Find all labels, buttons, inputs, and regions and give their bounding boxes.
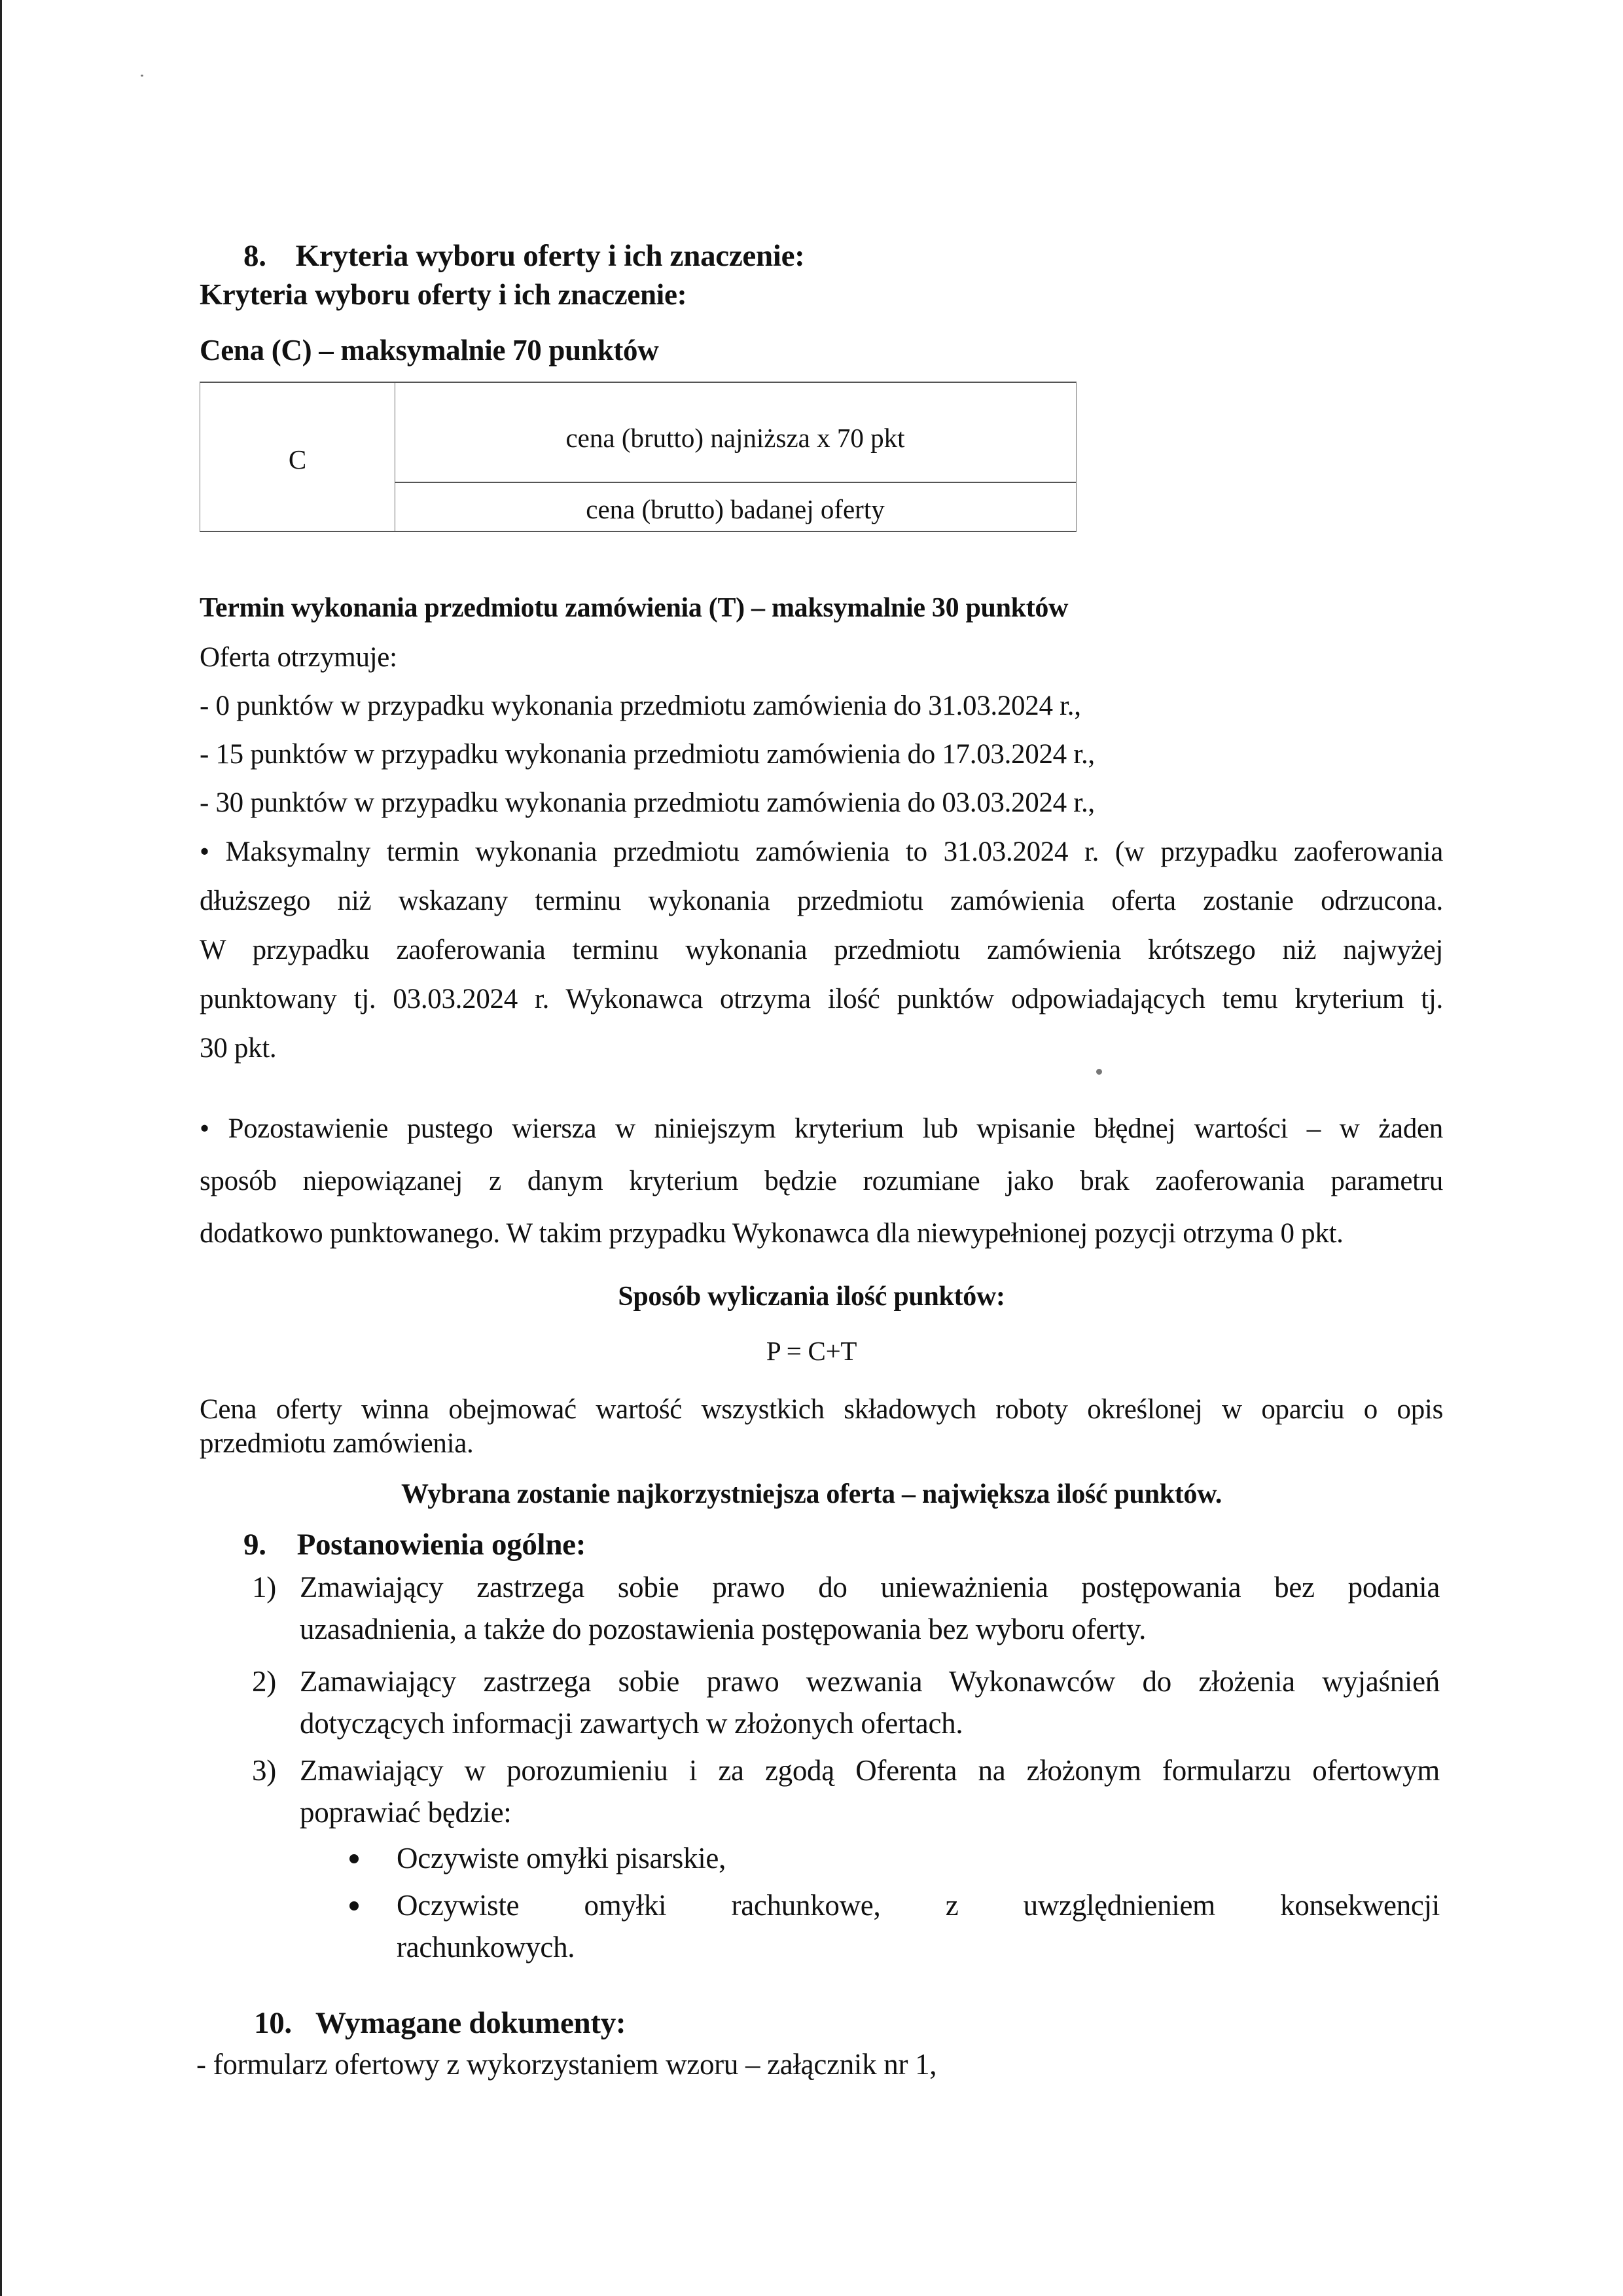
calc-heading: Sposób wyliczania ilość punktów: bbox=[618, 1282, 1005, 1312]
section-8-subheading: Kryteria wyboru oferty i ich znaczenie: bbox=[200, 278, 687, 311]
bullet-icon bbox=[349, 1854, 359, 1863]
max-term-line-5: 30 pkt. bbox=[200, 1033, 277, 1064]
formula-symbol: C bbox=[288, 444, 307, 475]
points-item-30: - 30 punktów w przypadku wykonania przedmiotu zamówienia do 03.03.2024 r., bbox=[200, 787, 1095, 818]
required-doc-item-1: - formularz ofertowy z wykorzystaniem wzoru – załącznik nr 1, bbox=[196, 2048, 937, 2081]
formula-fraction-cell bbox=[395, 383, 1076, 531]
price-note-line-2: przedmiotu zamówienia. bbox=[200, 1428, 474, 1459]
item-2-line-1: Zamawiający zastrzega sobie prawo wezwania Wykonawców do złożenia wyjaśnień bbox=[300, 1665, 1440, 1698]
price-note-line-1: Cena oferty winna obejmować wartość wszystkich składowych roboty określonej w oparciu o opis bbox=[200, 1394, 1443, 1425]
section-9-heading bbox=[243, 1530, 586, 1560]
item-1-line-1: Zmawiający zastrzega sobie prawo do unieważnienia postępowania bez podania bbox=[300, 1571, 1440, 1604]
sub-bullet-1 bbox=[225, 1844, 726, 1873]
scan-speck bbox=[141, 75, 143, 77]
calc-formula: P = C+T bbox=[766, 1336, 857, 1366]
formula-numerator-cell bbox=[395, 383, 1076, 483]
sub-bullet-2-line-2: rachunkowych. bbox=[397, 1931, 575, 1964]
section-10-title: Wymagane dokumenty: bbox=[315, 2006, 626, 2040]
section-10-number: 10. bbox=[254, 2006, 292, 2040]
section-9-title: Postanowienia ogólne: bbox=[296, 1528, 586, 1562]
bullet-icon bbox=[349, 1901, 359, 1910]
item-2-line-2: dotyczących informacji zawartych w złożonych ofertach. bbox=[300, 1707, 963, 1740]
item-1-number: 1) bbox=[252, 1571, 276, 1604]
max-term-line-4: punktowany tj. 03.03.2024 r. Wykonawca otrzyma ilość punktów odpowiadających temu kryterium tj. bbox=[200, 984, 1443, 1014]
points-item-15: - 15 punktów w przypadku wykonania przedmiotu zamówienia do 17.03.2024 r., bbox=[200, 739, 1095, 770]
item-3-number: 3) bbox=[252, 1754, 276, 1787]
sub-bullet-2 bbox=[349, 1891, 397, 1920]
empty-row-line-1: • Pozostawienie pustego wiersza w niniejszym kryterium lub wpisanie błędnej wartości – w żaden bbox=[200, 1113, 1443, 1144]
empty-row-line-3: dodatkowo punktowanego. W takim przypadku Wykonawca dla niewypełnionej pozycji otrzyma 0 pkt. bbox=[200, 1218, 1344, 1249]
section-8-heading bbox=[243, 241, 804, 272]
empty-row-line-2: sposób niepowiązanej z danym kryterium będzie rozumiane jako brak zaoferowania parametru bbox=[200, 1166, 1443, 1196]
selection-note: Wybrana zostanie najkorzystniejsza oferta – największa ilość punktów. bbox=[401, 1479, 1222, 1509]
item-3-line-2: poprawiać będzie: bbox=[300, 1796, 512, 1829]
formula-denominator: cena (brutto) badanej oferty bbox=[586, 494, 885, 524]
formula-symbol-cell bbox=[200, 383, 395, 531]
item-2-number: 2) bbox=[252, 1665, 276, 1698]
max-term-line-2: dłuższego niż wskazany terminu wykonania przedmiotu zamówienia oferta zostanie odrzucona. bbox=[200, 886, 1443, 916]
max-term-line-3: W przypadku zaoferowania terminu wykonania przedmiotu zamówienia krótszego niż najwyżej bbox=[200, 935, 1443, 965]
offer-receives-label: Oferta otrzymuje: bbox=[200, 642, 397, 673]
points-item-0: - 0 punktów w przypadku wykonania przedmiotu zamówienia do 31.03.2024 r., bbox=[200, 691, 1081, 721]
term-criterion-heading: Termin wykonania przedmiotu zamówienia (T) – maksymalnie 30 punktów bbox=[200, 593, 1069, 623]
sub-bullet-1-text: Oczywiste omyłki pisarskie, bbox=[397, 1842, 726, 1874]
scan-speck bbox=[1096, 1069, 1102, 1075]
sub-bullet-2-line-1: Oczywiste omyłki rachunkowe, z uwzględnieniem konsekwencji bbox=[397, 1889, 1440, 1922]
section-10-heading bbox=[254, 2008, 626, 2039]
price-formula-table bbox=[200, 382, 1077, 532]
section-9-number: 9. bbox=[243, 1528, 266, 1562]
formula-denominator-cell bbox=[395, 482, 1076, 531]
item-1-line-2: uzasadnienia, a także do pozostawienia postępowania bez wyboru oferty. bbox=[300, 1613, 1147, 1645]
section-8-number: 8. bbox=[243, 239, 266, 273]
formula-numerator: cena (brutto) najniższa x 70 pkt bbox=[565, 423, 905, 453]
section-8-title: Kryteria wyboru oferty i ich znaczenie: bbox=[295, 239, 805, 273]
price-criterion-heading: Cena (C) – maksymalnie 70 punktów bbox=[200, 334, 659, 367]
item-3-line-1: Zmawiający w porozumieniu i za zgodą Oferenta na złożonym formularzu ofertowym bbox=[300, 1754, 1440, 1787]
max-term-line-1: • Maksymalny termin wykonania przedmiotu zamówienia to 31.03.2024 r. (w przypadku zaoferowania bbox=[200, 836, 1443, 867]
